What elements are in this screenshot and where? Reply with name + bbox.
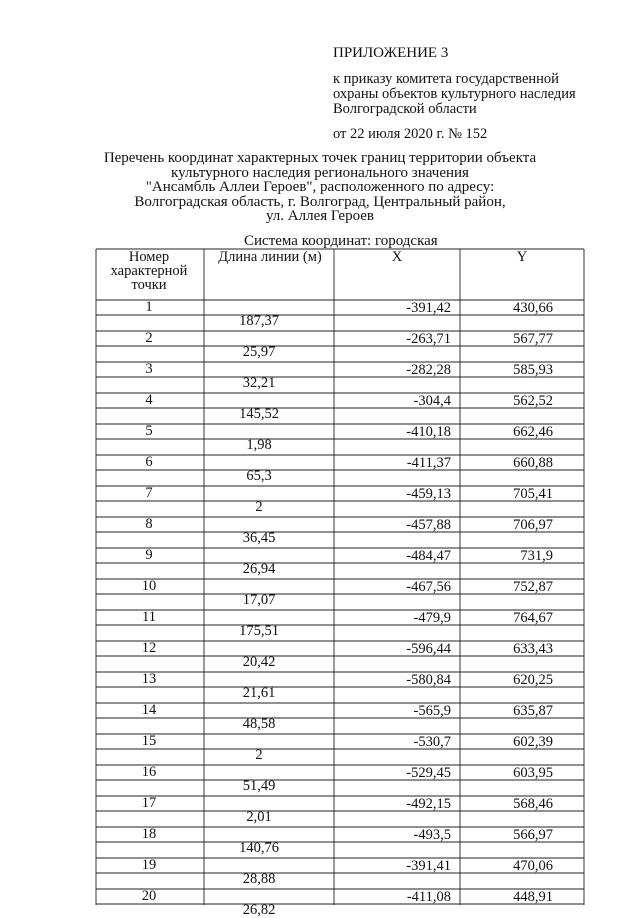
point-number: 2: [145, 330, 153, 346]
point-number: 12: [141, 640, 157, 656]
heading-line: Перечень координат характерных точек границ территории объекта: [103, 150, 537, 166]
point-number: 15: [141, 733, 157, 749]
x-coordinate: -411,08: [406, 889, 451, 905]
line-length: 1,98: [246, 437, 272, 453]
heading-line: культурного наследия регионального значения: [171, 164, 469, 181]
x-coordinate: -391,41: [406, 858, 451, 874]
line-length: 32,21: [242, 375, 276, 391]
y-coordinate: 567,77: [513, 331, 553, 347]
point-number: 10: [141, 578, 157, 594]
x-coordinate: -596,44: [406, 641, 451, 657]
x-coordinate: -457,88: [406, 517, 451, 533]
line-length: 65,3: [246, 468, 272, 484]
x-coordinate: -493,5: [413, 827, 451, 843]
y-coordinate: 448,91: [513, 889, 553, 905]
x-coordinate: -304,4: [413, 393, 451, 409]
column-header-length: Длина линии (м): [218, 249, 322, 265]
y-coordinate: 705,41: [513, 486, 553, 502]
point-number: 13: [141, 671, 157, 687]
line-length: 2: [255, 747, 263, 763]
line-length: 175,51: [239, 623, 279, 639]
x-coordinate: -580,84: [406, 672, 451, 688]
point-number: 19: [141, 857, 157, 873]
y-coordinate: 620,25: [513, 672, 553, 688]
line-length: 25,97: [242, 344, 276, 360]
y-coordinate: 430,66: [513, 300, 553, 316]
point-number: 7: [145, 485, 153, 501]
heading-line: ул. Аллея Героев: [265, 208, 375, 224]
column-header-point: Номер характерной точки: [110, 249, 188, 293]
y-coordinate: 731,9: [520, 548, 553, 564]
column-header-x: X: [391, 249, 403, 265]
y-coordinate: 568,46: [513, 796, 553, 812]
point-number: 5: [145, 423, 153, 439]
x-coordinate: -484,47: [406, 548, 451, 564]
line-length: 28,88: [242, 871, 276, 887]
point-number: 18: [141, 826, 157, 842]
point-number: 11: [142, 609, 156, 625]
x-coordinate: -263,71: [406, 331, 451, 347]
heading-line: Волгоградская область, г. Волгоград, Центральный район,: [134, 193, 506, 210]
point-number: 17: [141, 795, 157, 811]
x-coordinate: -529,45: [406, 765, 451, 781]
point-number: 9: [145, 547, 153, 563]
line-length: 26,82: [242, 902, 276, 918]
x-coordinate: -410,18: [406, 424, 451, 440]
y-coordinate: 603,95: [513, 765, 553, 781]
y-coordinate: 764,67: [513, 610, 553, 626]
appendix-title: ПРИЛОЖЕНИЕ 3: [333, 45, 449, 61]
x-coordinate: -411,37: [406, 455, 451, 471]
point-number: 6: [145, 454, 153, 470]
y-coordinate: 660,88: [513, 455, 553, 471]
coordinate-system-label: Система координат: городская: [244, 233, 438, 249]
point-number: 20: [141, 888, 157, 904]
x-coordinate: -391,42: [406, 300, 451, 316]
line-length: 20,42: [242, 654, 276, 670]
y-coordinate: 706,97: [513, 517, 553, 533]
x-coordinate: -530,7: [413, 734, 451, 750]
y-coordinate: 633,43: [513, 641, 553, 657]
order-line: охраны объектов культурного наследия: [333, 86, 576, 102]
y-coordinate: 562,52: [513, 393, 553, 409]
point-number: 14: [141, 702, 157, 718]
column-header-y: Y: [516, 249, 528, 265]
y-coordinate: 602,39: [513, 734, 553, 750]
x-coordinate: -282,28: [406, 362, 451, 378]
line-length: 26,94: [242, 561, 276, 577]
y-coordinate: 635,87: [513, 703, 553, 719]
y-coordinate: 470,06: [513, 858, 553, 874]
line-length: 145,52: [239, 406, 279, 422]
point-number: 8: [145, 516, 153, 532]
x-coordinate: -479,9: [413, 610, 451, 626]
point-number: 3: [145, 361, 153, 377]
y-coordinate: 752,87: [513, 579, 553, 595]
order-line: к приказу комитета государственной: [333, 71, 559, 87]
line-length: 140,76: [239, 840, 279, 856]
line-length: 17,07: [242, 592, 276, 608]
order-line: Волгоградской области: [333, 101, 477, 117]
point-number: 4: [145, 392, 153, 408]
line-length: 21,61: [242, 685, 276, 701]
y-coordinate: 662,46: [513, 424, 553, 440]
line-length: 187,37: [239, 313, 279, 329]
y-coordinate: 585,93: [513, 362, 553, 378]
x-coordinate: -492,15: [406, 796, 451, 812]
line-length: 2: [255, 499, 263, 515]
line-length: 36,45: [242, 530, 276, 546]
line-length: 2,01: [246, 809, 272, 825]
x-coordinate: -459,13: [406, 486, 451, 502]
x-coordinate: -565,9: [413, 703, 451, 719]
y-coordinate: 566,97: [513, 827, 553, 843]
line-length: 51,49: [242, 778, 276, 794]
point-number: 16: [141, 764, 157, 780]
heading-line: "Ансамбль Аллеи Героев", расположенного по адресу:: [145, 179, 495, 195]
point-number: 1: [145, 299, 153, 315]
order-date: от 22 июля 2020 г. № 152: [333, 126, 488, 142]
line-length: 48,58: [242, 716, 276, 732]
x-coordinate: -467,56: [406, 579, 451, 595]
